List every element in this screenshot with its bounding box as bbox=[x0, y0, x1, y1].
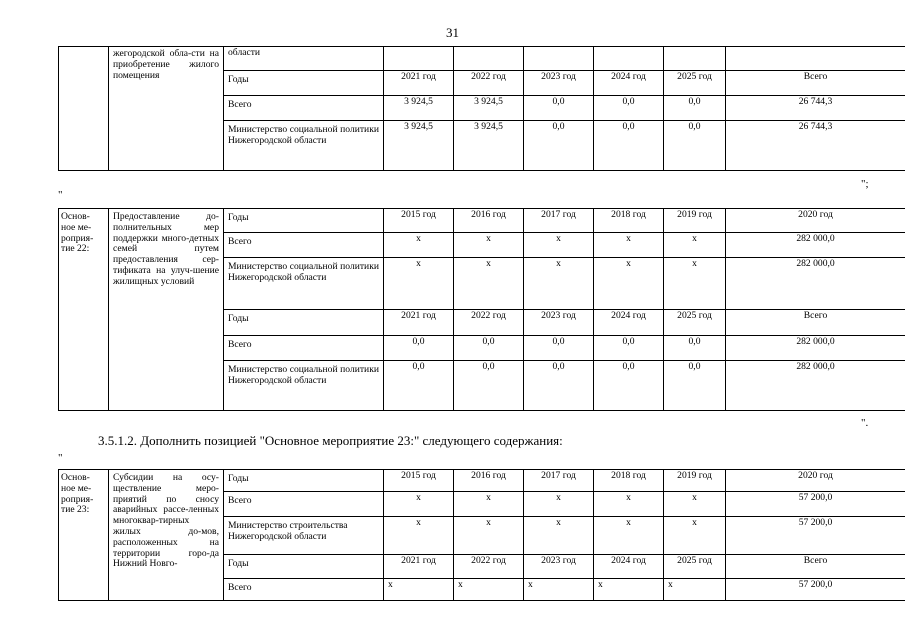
region-continuation: области bbox=[224, 47, 384, 71]
table-cell: 2016 год bbox=[454, 209, 524, 233]
table-cell: 2021 год bbox=[384, 71, 454, 96]
table-cell: 0,0 bbox=[664, 361, 726, 411]
table-cell: 2024 год bbox=[594, 310, 664, 336]
table-measure-23 bbox=[58, 469, 905, 601]
table-cell: х bbox=[384, 579, 454, 601]
table-cell: х bbox=[384, 492, 454, 517]
table-cell: х bbox=[524, 233, 594, 258]
table-cell: х bbox=[664, 517, 726, 555]
table-cell: 2017 год bbox=[524, 209, 594, 233]
table-cell: 2023 год bbox=[524, 310, 594, 336]
table-row: Всего bbox=[224, 233, 384, 258]
table-row: Годы bbox=[224, 470, 384, 492]
table-cell: 282 000,0 bbox=[726, 258, 905, 310]
table-cell: 57 200,0 bbox=[726, 517, 905, 555]
table-row: Всего bbox=[224, 579, 384, 601]
table-row: Годы bbox=[224, 310, 384, 336]
table-cell: х bbox=[384, 233, 454, 258]
table-cell: х bbox=[594, 492, 664, 517]
table-cell: х bbox=[664, 492, 726, 517]
table-cell: 3 924,5 bbox=[384, 96, 454, 121]
table-cell: Всего bbox=[726, 310, 905, 336]
table-cell: 57 200,0 bbox=[726, 492, 905, 517]
table-cell: 2025 год bbox=[664, 310, 726, 336]
table-cell: 57 200,0 bbox=[726, 579, 905, 601]
table-cell: 2016 год bbox=[454, 470, 524, 492]
table-cell: 2025 год bbox=[664, 71, 726, 96]
table-cell: х bbox=[664, 233, 726, 258]
table-cell: 2025 год bbox=[664, 555, 726, 579]
table-cell: х bbox=[454, 233, 524, 258]
table-cell: 0,0 bbox=[524, 96, 594, 121]
table-cell: х bbox=[664, 579, 726, 601]
table-cell: х bbox=[524, 492, 594, 517]
table-cell: х bbox=[384, 258, 454, 310]
table-cell: 2024 год bbox=[594, 555, 664, 579]
table-cell: х bbox=[524, 258, 594, 310]
table-cell: х bbox=[454, 492, 524, 517]
table-cell: 2020 год bbox=[726, 470, 905, 492]
table-measure-21-continuation bbox=[58, 46, 905, 171]
table-cell: 2022 год bbox=[454, 310, 524, 336]
opening-quote: " bbox=[58, 452, 63, 464]
table-cell: 0,0 bbox=[384, 336, 454, 361]
table-cell: Всего bbox=[726, 71, 905, 96]
table-cell: 2017 год bbox=[524, 470, 594, 492]
table-cell: 2023 год bbox=[524, 555, 594, 579]
closing-quote: ". bbox=[861, 417, 869, 429]
page-number: 31 bbox=[446, 25, 459, 40]
table-cell: х bbox=[524, 517, 594, 555]
table-row: Всего bbox=[224, 96, 384, 121]
table-cell: 3 924,5 bbox=[384, 121, 454, 171]
measure-description: жегородской обла-сти на приобретение жилого помещения bbox=[109, 47, 224, 171]
table-cell: 2023 год bbox=[524, 71, 594, 96]
table-cell: х bbox=[664, 258, 726, 310]
table-cell: 0,0 bbox=[454, 361, 524, 411]
table-row: Министерство строительства Нижегородской области bbox=[224, 517, 384, 555]
table-cell: 2015 год bbox=[384, 470, 454, 492]
table-cell: 0,0 bbox=[664, 336, 726, 361]
table-row: Всего bbox=[224, 336, 384, 361]
table-cell: х bbox=[594, 258, 664, 310]
table-cell: 2024 год bbox=[594, 71, 664, 96]
table-cell: х bbox=[594, 517, 664, 555]
table-cell: Всего bbox=[726, 555, 905, 579]
table-cell: 282 000,0 bbox=[726, 233, 905, 258]
table-cell: 26 744,3 bbox=[726, 96, 905, 121]
table-cell: 0,0 bbox=[524, 361, 594, 411]
measure-label-cell bbox=[59, 47, 109, 171]
table-cell: 0,0 bbox=[664, 96, 726, 121]
table-cell: 2018 год bbox=[594, 470, 664, 492]
measure-label: Основ-ное ме-роприя-тие 22: bbox=[59, 209, 109, 411]
instruction-paragraph: 3.5.1.2. Дополнить позицией "Основное мероприятие 23:" следующего содержания: bbox=[98, 433, 563, 448]
table-cell: 2018 год bbox=[594, 209, 664, 233]
table-cell: 2022 год bbox=[454, 71, 524, 96]
table-cell: 3 924,5 bbox=[454, 121, 524, 171]
table-row: Годы bbox=[224, 71, 384, 96]
table-cell: 0,0 bbox=[594, 361, 664, 411]
table-cell: 282 000,0 bbox=[726, 336, 905, 361]
table-row: Министерство социальной политики Нижегородской области bbox=[224, 361, 384, 411]
table-row: Всего bbox=[224, 492, 384, 517]
table-cell: 2015 год bbox=[384, 209, 454, 233]
opening-quote: " bbox=[58, 189, 63, 201]
table-cell: х bbox=[454, 258, 524, 310]
measure-description: Субсидии на осу-ществление меро-приятий по сносу аварийных рассе-ленных многоквар-тирных жилых до-мов, расположенных на территории горо-да Нижний Новго- bbox=[109, 470, 224, 601]
closing-quote: "; bbox=[861, 178, 869, 190]
table-cell: х bbox=[454, 517, 524, 555]
table-cell: 2021 год bbox=[384, 555, 454, 579]
table-cell: 2021 год bbox=[384, 310, 454, 336]
table-row: Годы bbox=[224, 555, 384, 579]
table-cell: 0,0 bbox=[594, 336, 664, 361]
table-cell: 3 924,5 bbox=[454, 96, 524, 121]
table-cell: х bbox=[594, 233, 664, 258]
table-cell: х bbox=[524, 579, 594, 601]
table-row: Министерство социальной политики Нижегородской области bbox=[224, 258, 384, 310]
table-cell: х bbox=[594, 579, 664, 601]
table-cell: 0,0 bbox=[664, 121, 726, 171]
table-cell: 0,0 bbox=[384, 361, 454, 411]
table-row: Министерство социальной политики Нижегородской области bbox=[224, 121, 384, 171]
table-cell: х bbox=[384, 517, 454, 555]
table-cell: 0,0 bbox=[454, 336, 524, 361]
table-cell: 0,0 bbox=[594, 96, 664, 121]
table-cell: 0,0 bbox=[524, 121, 594, 171]
table-cell: 0,0 bbox=[594, 121, 664, 171]
table-cell: х bbox=[454, 579, 524, 601]
table-row: Годы bbox=[224, 209, 384, 233]
table-cell: 0,0 bbox=[524, 336, 594, 361]
table-measure-22 bbox=[58, 208, 905, 411]
table-cell: 282 000,0 bbox=[726, 361, 905, 411]
measure-label: Основ-ное ме-роприя-тие 23: bbox=[59, 470, 109, 601]
table-cell: 26 744,3 bbox=[726, 121, 905, 171]
table-cell: 2020 год bbox=[726, 209, 905, 233]
measure-description: Предоставление до-полнительных мер поддержки много-детных семей путем предоставления сер-тификата на улуч-шение жилищных условий bbox=[109, 209, 224, 411]
table-cell: 2019 год bbox=[664, 470, 726, 492]
table-cell: 2019 год bbox=[664, 209, 726, 233]
table-cell: 2022 год bbox=[454, 555, 524, 579]
